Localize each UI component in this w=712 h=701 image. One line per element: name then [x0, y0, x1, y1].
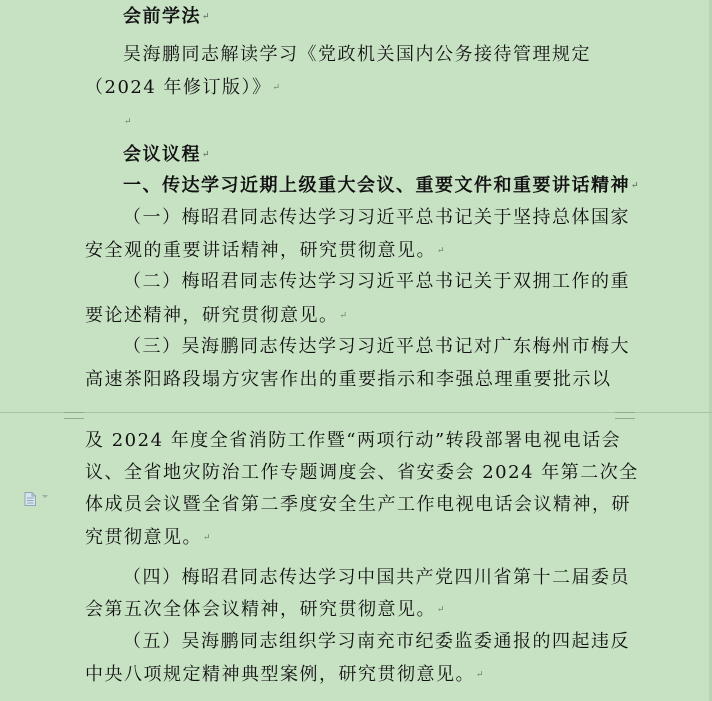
agenda-item-5-line-2: 中央八项规定精神典型案例，研究贯彻意见。↵ — [85, 664, 484, 685]
agenda-item-2-line-2: 要论述精神，研究贯彻意见。↵ — [85, 305, 348, 326]
agenda-item-4-line-2: 会第五次全体会议精神，研究贯彻意见。↵ — [85, 599, 445, 620]
agenda-item-3-line-2: 高速茶阳路段塌方灾害作出的重要指示和李强总理重要批示以 — [85, 369, 612, 390]
document-menu-caret-icon[interactable] — [42, 495, 48, 498]
agenda-subheading: 一、传达学习近期上级重大会议、重要文件和重要讲话精神↵ — [123, 175, 639, 196]
section-heading-pre-meeting: 会前学法↵ — [123, 6, 210, 27]
agenda-item-1-line-1: （一）梅昭君同志传达学习习近平总书记关于坚持总体国家 — [123, 207, 630, 228]
page-margin-marker-left — [64, 412, 84, 419]
study-line-2: （2024 年修订版）》↵ — [85, 77, 281, 98]
agenda-item-3-line-1: （三）吴海鹏同志传达学习习近平总书记对广东梅州市梅大 — [123, 336, 630, 357]
document-icon[interactable] — [24, 492, 36, 506]
agenda-item-1-line-2: 安全观的重要讲话精神，研究贯彻意见。↵ — [85, 240, 445, 261]
section-heading-agenda: 会议议程↵ — [123, 144, 210, 165]
agenda-item-3-line-4: 议、全省地灾防治工作专题调度会、省安委会 2024 年第二次全 — [85, 462, 639, 483]
agenda-item-3-line-6: 究贯彻意见。↵ — [85, 527, 211, 548]
agenda-item-2-line-1: （二）梅昭君同志传达学习习近平总书记关于双拥工作的重 — [123, 271, 630, 292]
study-line-1: 吴海鹏同志解读学习《党政机关国内公务接待管理规定 — [123, 44, 591, 65]
page-break — [0, 412, 712, 417]
empty-paragraph: ↵ — [124, 117, 132, 127]
agenda-item-3-line-5: 体成员会议暨全省第二季度安全生产工作电视电话会议精神，研 — [85, 494, 631, 515]
agenda-item-4-line-1: （四）梅昭君同志传达学习中国共产党四川省第十二届委员 — [123, 567, 630, 588]
page-margin-marker-right — [615, 412, 635, 419]
agenda-item-5-line-1: （五）吴海鹏同志组织学习南充市纪委监委通报的四起违反 — [123, 631, 630, 652]
agenda-item-3-line-3: 及 2024 年度全省消防工作暨“两项行动”转段部署电视电话会 — [85, 430, 622, 451]
